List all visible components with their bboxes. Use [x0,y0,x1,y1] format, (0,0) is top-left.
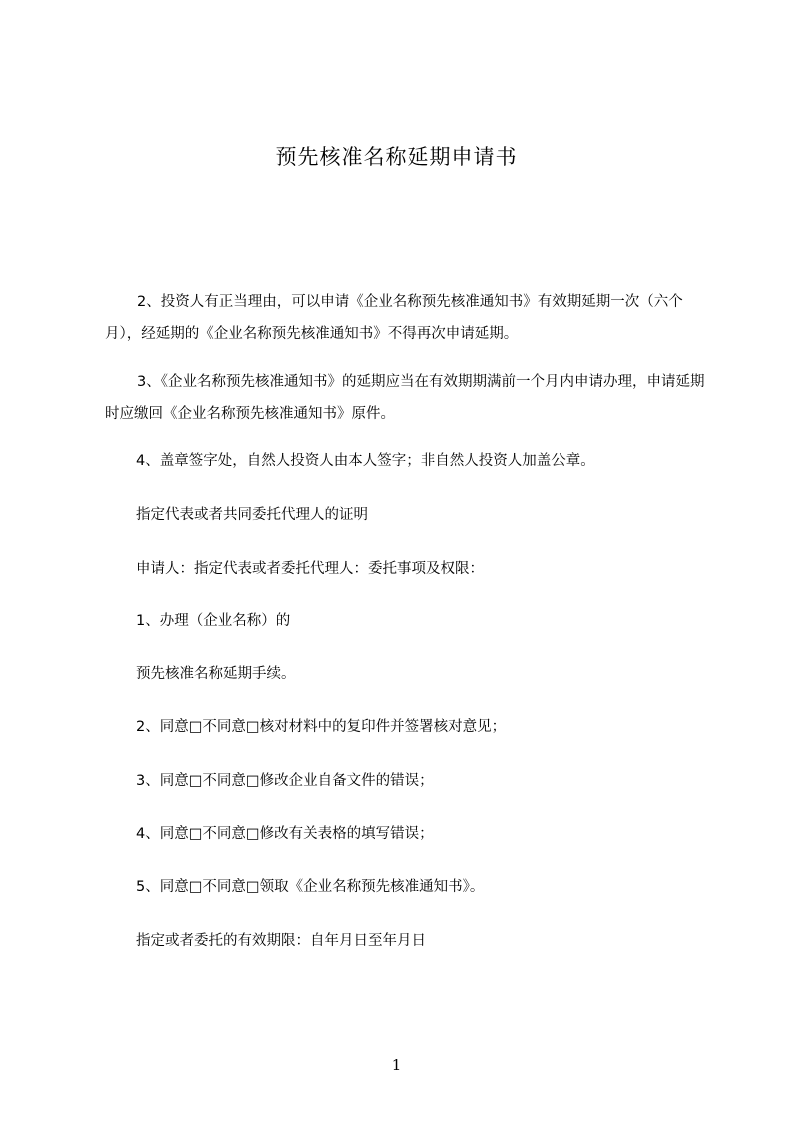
list-item: 3、同意□不同意□修改企业自备文件的错误； [136,773,434,789]
list-item: 1、办理（企业名称）的 [136,613,291,629]
paragraph-extension-timing [105,366,705,430]
paragraph-text: 2、投资人有正当理由，可以申请《企业名称预先核准通知书》有效期延期一次（六个月），经延期的《企业名称预先核准通知书》不得再次申请延期。 [105,294,683,342]
list-item: 申请人：指定代表或者委托代理人：委托事项及权限： [136,561,484,577]
paragraph-text: 3、《企业名称预先核准通知书》的延期应当在有效期期满前一个月内申请办理，申请延期时应缴回《企业名称预先核准通知书》原件。 [105,374,705,422]
section-heading: 指定代表或者共同委托代理人的证明 [136,507,368,523]
document-title: 预先核准名称延期申请书 [275,145,518,169]
list-item: 5、同意□不同意□领取《企业名称预先核准通知书》。 [136,879,485,895]
list-item: 预先核准名称延期手续。 [136,666,296,682]
paragraph-extension-rule [105,286,705,350]
list-item: 指定或者委托的有效期限：自年月日至年月日 [136,933,426,949]
list-item: 2、同意□不同意□核对材料中的复印件并签署核对意见； [136,719,507,735]
list-item: 4、同意□不同意□修改有关表格的填写错误； [136,826,434,842]
list-item: 4、盖章签字处，自然人投资人由本人签字；非自然人投资人加盖公章。 [136,453,595,469]
page-number: 1 [391,1056,402,1074]
